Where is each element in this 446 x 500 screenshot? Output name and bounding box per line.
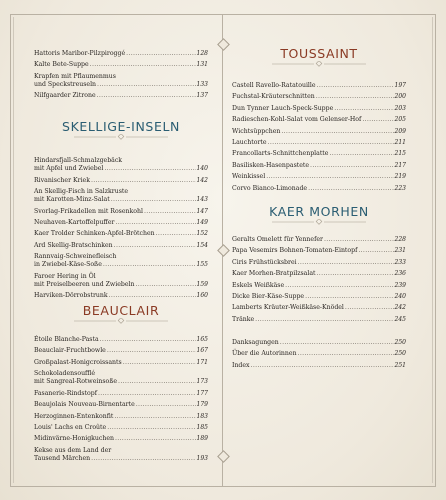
toc-entry[interactable] xyxy=(34,273,208,289)
frame-border-left xyxy=(10,14,11,486)
toc-dot-leader xyxy=(123,359,196,367)
toc-entry[interactable] xyxy=(232,316,406,324)
toc-entry[interactable] xyxy=(232,150,406,158)
toc-page-number: 154 xyxy=(196,241,208,249)
toc-dot-leader xyxy=(90,61,196,69)
toc-entry[interactable] xyxy=(34,157,208,173)
toc-dot-leader xyxy=(109,292,196,300)
toc-entry[interactable] xyxy=(34,73,208,89)
toc-entry-title: Harviken-Dörrobstrunk xyxy=(34,292,108,300)
toc-entry-title: Papa Vesemirs Bohnen-Tomaten-Eintopf xyxy=(232,247,358,255)
toc-dot-leader xyxy=(115,219,195,227)
divider-ornament-icon xyxy=(217,450,230,463)
toc-entry-title: Index xyxy=(232,361,250,369)
toc-entry-title: mit Karotten-Minz-Salat xyxy=(34,196,110,204)
toc-entry[interactable] xyxy=(34,208,208,216)
toc-page-number: 189 xyxy=(196,435,208,443)
toc-entry-title: Beauclair-Fruchtbowle xyxy=(34,347,106,355)
toc-page-number: 131 xyxy=(196,61,208,69)
toc-page-number: 231 xyxy=(394,247,406,255)
toc-entry-title: Lamberts Kräuter-Weißkäse-Knödel xyxy=(232,304,344,312)
toc-page-number: 217 xyxy=(394,161,406,169)
toc-entry[interactable] xyxy=(34,401,208,409)
toc-dot-leader xyxy=(310,162,394,170)
toc-entry-title: Geralts Omelett für Yennefer xyxy=(232,236,323,243)
toc-page-number: 236 xyxy=(394,270,406,278)
toc-entry-title: Midinvärne-Honigkuchen xyxy=(34,435,114,443)
toc-page-number: 142 xyxy=(196,176,208,184)
toc-entry-title: Fasanerie-Rindstopf xyxy=(34,389,97,397)
toc-page-number: 165 xyxy=(196,336,208,343)
toc-dot-leader xyxy=(324,236,394,244)
toc-dot-leader xyxy=(135,281,195,289)
toc-dot-leader xyxy=(329,150,393,158)
toc-dot-leader xyxy=(358,247,393,255)
toc-entry-title: Nilfgaarder Zitrone xyxy=(34,92,96,100)
toc-dot-leader xyxy=(255,316,393,324)
section-heading-text: BEAUCLAIR xyxy=(82,303,160,318)
toc-entry-title: Beaujolais Nouveau-Birnentarte xyxy=(34,401,135,409)
toc-page-number: 200 xyxy=(394,93,406,101)
toc-entry-title: Basilisken-Hasenpastete xyxy=(232,161,310,169)
toc-page-number: 152 xyxy=(196,230,208,238)
toc-dot-leader xyxy=(114,413,195,421)
toc-entry[interactable] xyxy=(232,339,406,347)
toc-entry-title: mit Sangreal-Rotweinsoße xyxy=(34,378,118,386)
toc-page-number: 133 xyxy=(196,81,208,88)
toc-page-number: 171 xyxy=(196,358,208,366)
toc-entry[interactable] xyxy=(232,128,406,136)
toc-dot-leader xyxy=(156,230,196,238)
toc-dot-leader xyxy=(285,282,393,290)
toc-entry[interactable] xyxy=(34,92,208,100)
toc-entry[interactable] xyxy=(34,177,208,185)
toc-entry-title: Kalte Bete-Suppe xyxy=(34,61,89,69)
section-heading-kaer-morhen xyxy=(232,204,406,225)
toc-entry[interactable] xyxy=(34,370,208,386)
toc-entry-title: mit Apfel und Zwiebel xyxy=(34,165,104,173)
toc-entry[interactable] xyxy=(232,293,406,301)
toc-entry[interactable] xyxy=(232,270,406,278)
section-heading-toussaint xyxy=(232,46,406,67)
toc-dot-leader xyxy=(107,424,195,432)
toc-dot-leader xyxy=(97,92,196,100)
toc-entry-title: Tränke xyxy=(232,315,255,323)
toc-page-number: 149 xyxy=(196,219,208,226)
toc-entry[interactable] xyxy=(34,219,208,227)
toc-entry[interactable] xyxy=(232,185,406,193)
toc-page-number: 128 xyxy=(196,50,208,57)
toc-page-number: 239 xyxy=(394,281,406,289)
section-heading-text: KAER MORHEN xyxy=(269,204,369,219)
toc-entry-title: Castell Ravello-Ratatouille xyxy=(232,82,316,89)
toc-page-number: 147 xyxy=(196,207,208,215)
toc-page-number: 233 xyxy=(394,258,406,266)
toc-entry-title: Corvo Bianco-Limonade xyxy=(232,184,308,192)
toc-entry-title: Faroer Hering in Öl xyxy=(34,272,96,280)
toc-entry-title: Ciris Frühstücksbrei xyxy=(232,258,297,266)
toc-entry-title: mit Preiselbeeren und Zwiebeln xyxy=(34,281,135,288)
toc-dot-leader xyxy=(317,270,394,278)
toc-entry-title: Kaer Morhen-Bratpilzsalat xyxy=(232,270,316,278)
toc-entry[interactable] xyxy=(232,236,406,244)
toc-entry-title: Wichtsüppchen xyxy=(232,127,281,135)
toc-entry-title: Weinkissel xyxy=(232,173,266,181)
toc-dot-leader xyxy=(334,105,393,113)
section-heading-text: SKELLIGE-INSELN xyxy=(62,119,180,134)
toc-entry-title: Dun Tynner Lauch-Speck-Suppe xyxy=(232,104,334,112)
toc-entry-title: Radieschen-Kohl-Salat vom Gelenser-Hof xyxy=(232,116,362,124)
toc-entry[interactable] xyxy=(232,282,406,290)
toc-page-number: 140 xyxy=(196,165,208,173)
toc-entry[interactable] xyxy=(232,350,406,358)
frame-border-top xyxy=(10,14,436,15)
toc-dot-leader xyxy=(266,173,393,181)
toc-entry-title: Hindarsfjall-Schmalzgebäck xyxy=(34,157,123,164)
toc-dot-leader xyxy=(100,336,196,344)
toc-entry[interactable] xyxy=(34,435,208,443)
toc-dot-leader xyxy=(281,128,393,136)
section-heading-beauclair xyxy=(34,303,208,324)
toc-dot-leader xyxy=(115,435,196,443)
toc-entry[interactable] xyxy=(34,61,208,69)
toc-entry-title: Krapfen mit Pflaumenmus xyxy=(34,72,116,80)
toc-page-number: 250 xyxy=(394,350,406,358)
toc-entry-title: Ard Skellig-Bratschinken xyxy=(34,241,113,249)
toc-page-number: 177 xyxy=(196,389,208,397)
toc-page-number: 209 xyxy=(394,127,406,135)
toc-entry[interactable] xyxy=(34,292,208,300)
toc-dot-leader xyxy=(316,93,394,101)
toc-dot-leader xyxy=(104,165,195,173)
toc-dot-leader xyxy=(362,116,393,124)
toc-dot-leader xyxy=(91,177,196,185)
toc-page-number: 215 xyxy=(394,150,406,158)
toc-dot-leader xyxy=(103,261,196,269)
toc-dot-leader xyxy=(107,347,196,355)
toc-entry-title: Rannvaig-Schweinefleisch xyxy=(34,253,117,261)
toc-entry[interactable] xyxy=(34,359,208,367)
toc-entry[interactable] xyxy=(232,247,406,255)
toc-page-number: 173 xyxy=(196,378,208,386)
toc-dot-leader xyxy=(136,401,196,409)
toc-entry[interactable] xyxy=(34,347,208,355)
toc-entry-title: und Speckstreuseln xyxy=(34,81,97,88)
toc-dot-leader xyxy=(126,50,195,58)
toc-page-number: 223 xyxy=(394,184,406,192)
toc-page-number: 179 xyxy=(196,401,208,409)
toc-entry-title: Kekse aus dem Land der xyxy=(34,446,112,454)
toc-entry-title: Louis' Lachs en Croûte xyxy=(34,424,107,431)
toc-dot-leader xyxy=(268,139,394,147)
toc-page-number: 240 xyxy=(394,293,406,300)
divider-ornament-icon xyxy=(217,38,230,51)
toc-entry-title: An Skellig-Fisch in Salzkruste xyxy=(34,188,129,195)
toc-dot-leader xyxy=(298,350,394,358)
toc-entry[interactable] xyxy=(232,259,406,267)
toc-page-number: 143 xyxy=(196,196,208,204)
toc-page-number: 211 xyxy=(394,139,406,146)
toc-dot-leader xyxy=(98,390,196,398)
frame-inner-right xyxy=(432,17,433,483)
toc-entry[interactable] xyxy=(34,230,208,238)
toc-entry[interactable] xyxy=(232,162,406,170)
toc-entry[interactable] xyxy=(232,82,406,90)
toc-dot-leader xyxy=(345,304,394,312)
toc-dot-leader xyxy=(118,378,196,386)
toc-entry-title: Svorlag-Frikadellen mit Rosenkohl xyxy=(34,207,143,215)
divider-ornament-icon xyxy=(217,244,230,257)
toc-entry[interactable] xyxy=(232,139,406,147)
toc-entry-title: Eskels Weißkäse xyxy=(232,281,285,289)
toc-dot-leader xyxy=(114,242,196,250)
toc-page-number: 183 xyxy=(196,412,208,420)
toc-dot-leader xyxy=(97,81,196,89)
toc-dot-leader xyxy=(91,455,195,463)
toc-page-number: 137 xyxy=(196,92,208,100)
toc-entry-title: Kaer Trolder Schinken-Apfel-Brötchen xyxy=(34,230,155,238)
toc-entry[interactable] xyxy=(232,105,406,113)
toc-page-number: 245 xyxy=(394,315,406,323)
toc-entry-title: Tausend Märchen xyxy=(34,455,91,462)
section-heading-text: TOUSSAINT xyxy=(280,46,358,61)
toc-entry[interactable] xyxy=(34,413,208,421)
frame-border-right xyxy=(435,14,436,486)
toc-entry[interactable] xyxy=(34,447,208,463)
toc-dot-leader xyxy=(305,293,393,301)
toc-entry-title: Étoile Blanche-Pasta xyxy=(34,336,99,343)
toc-entry[interactable] xyxy=(232,173,406,181)
toc-page-number: 185 xyxy=(196,424,208,431)
toc-entry[interactable] xyxy=(34,188,208,204)
toc-page-number: 242 xyxy=(394,304,406,312)
toc-page-number: 251 xyxy=(394,361,406,369)
toc-entry-title: Danksagungen xyxy=(232,339,279,346)
toc-page-number: 159 xyxy=(196,281,208,288)
frame-inner-left xyxy=(13,17,14,483)
toc-entry-title: Herzoginnen-Entenkonfit xyxy=(34,412,114,420)
toc-entry-title: Neuhaven-Kartoffelpuffer xyxy=(34,219,115,226)
toc-entry[interactable] xyxy=(34,424,208,432)
toc-page-number: 197 xyxy=(394,82,406,89)
toc-entry-title: in Zwiebel-Käse-Soße xyxy=(34,261,102,269)
toc-page-number: 155 xyxy=(196,261,208,269)
toc-entry-title: Lauchtorte xyxy=(232,139,267,146)
toc-entry[interactable] xyxy=(34,336,208,344)
toc-entry-title: Fuchstal-Kräuterschnitten xyxy=(232,93,315,101)
frame-border-bottom xyxy=(10,486,436,487)
toc-entry[interactable] xyxy=(34,50,208,58)
heading-ornament-icon xyxy=(34,318,208,324)
toc-entry[interactable] xyxy=(232,116,406,124)
toc-entry-title: Dicke Bier-Käse-Suppe xyxy=(232,293,305,300)
toc-entry[interactable] xyxy=(232,93,406,101)
toc-page-number: 193 xyxy=(196,455,208,462)
toc-page-number: 250 xyxy=(394,339,406,346)
toc-entry[interactable] xyxy=(34,253,208,269)
heading-ornament-icon xyxy=(232,61,406,67)
heading-ornament-icon xyxy=(34,134,208,140)
toc-entry-title: Francollarts-Schnittchenplatte xyxy=(232,150,329,158)
heading-ornament-icon xyxy=(232,219,406,225)
toc-page-number: 219 xyxy=(394,173,406,181)
toc-page-number: 228 xyxy=(394,236,406,243)
toc-entry-title: Schokoladensoufflé xyxy=(34,370,96,378)
toc-entry-title: Großpalast-Honigcroissants xyxy=(34,358,122,366)
toc-entry-title: Rivanischer Kriek xyxy=(34,176,90,184)
toc-page-number: 205 xyxy=(394,116,406,124)
toc-entry-title: Über die Autorinnen xyxy=(232,350,297,358)
toc-dot-leader xyxy=(298,259,394,267)
toc-entry[interactable] xyxy=(34,390,208,398)
toc-dot-leader xyxy=(251,362,394,370)
toc-dot-leader xyxy=(111,196,196,204)
toc-dot-leader xyxy=(308,185,393,193)
section-heading-skellige xyxy=(34,119,208,140)
toc-page-number: 167 xyxy=(196,347,208,355)
toc-entry[interactable] xyxy=(34,242,208,250)
toc-dot-leader xyxy=(280,339,394,347)
toc-entry[interactable] xyxy=(232,362,406,370)
toc-entry[interactable] xyxy=(232,304,406,312)
toc-dot-leader xyxy=(144,208,196,216)
toc-page-number: 160 xyxy=(196,292,208,300)
toc-dot-leader xyxy=(317,82,394,90)
toc-entry-title: Hattoris Maribor-Pilzpiroggé xyxy=(34,50,126,57)
toc-page-number: 203 xyxy=(394,104,406,112)
